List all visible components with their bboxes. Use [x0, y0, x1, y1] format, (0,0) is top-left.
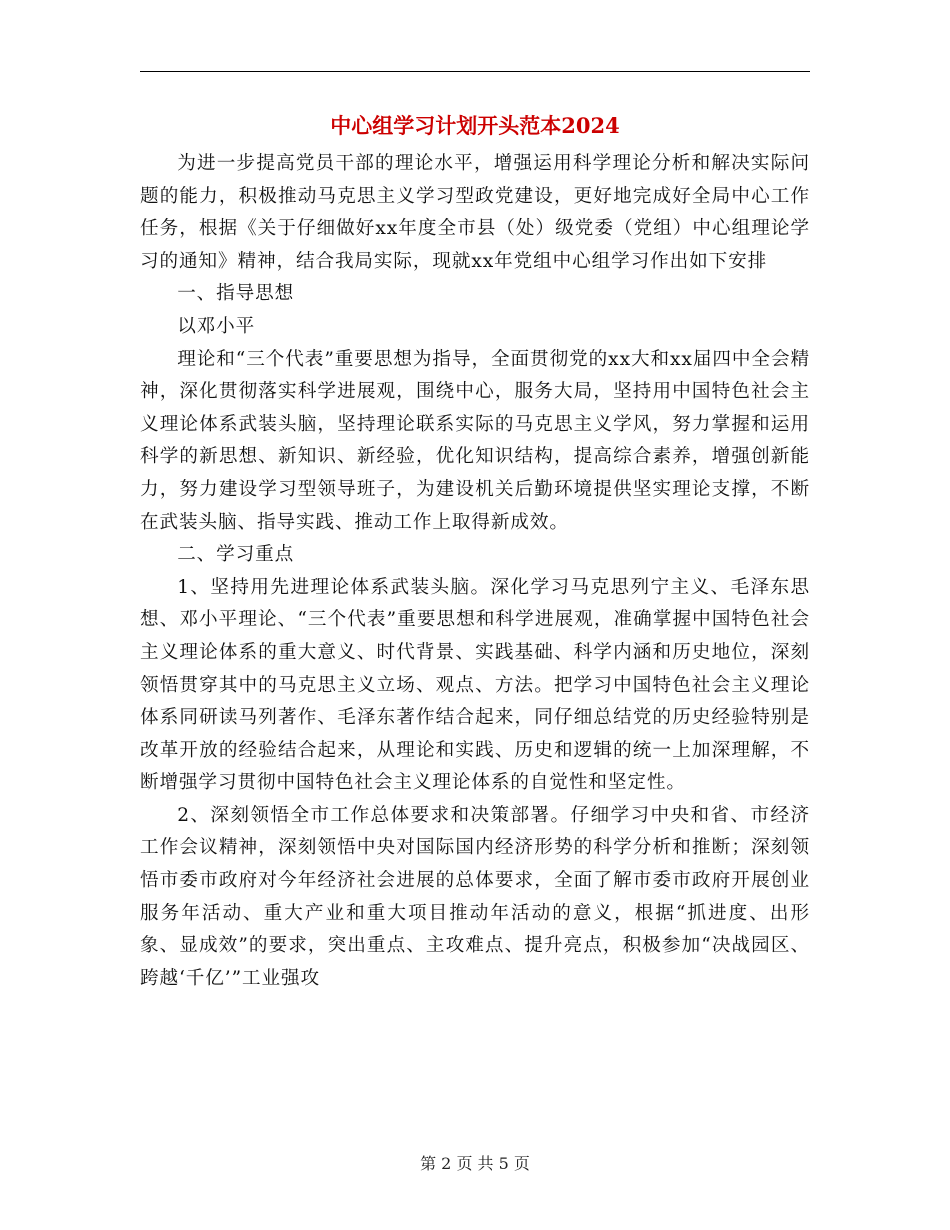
document-body	[140, 148, 810, 995]
study-focus-item-2: 2、深刻领悟全市工作总体要求和决策部署。仔细学习中央和省、市经济工作会议精神，深刻领悟中央对国际国内经济形势的科学分析和推断；深刻领悟市委市政府对今年经济社会进展的总体要求，全面了解市委市政府开展创业服务年活动、重大产业和重大项目推动年活动的意义，根据“抓进度、出形象、显成效”的要求，突出重点、主攻难点、提升亮点，积极参加“决战园区、跨越‘千亿’”工业强攻	[140, 804, 810, 989]
section-heading-study-focus: 二、学习重点	[177, 544, 295, 566]
guiding-thought-lead: 以邓小平	[177, 315, 256, 337]
section-heading-guiding-thought: 一、指导思想	[177, 283, 295, 305]
document-title: 中心组学习计划开头范本2024	[330, 113, 620, 138]
header-rule	[140, 71, 810, 72]
intro-paragraph: 为进一步提高党员干部的理论水平，增强运用科学理论分析和解决实际问题的能力，积极推动马克思主义学习型政党建设，更好地完成好全局中心工作任务，根据《关于仔细做好xx年度全市县（处）级党委（党组）中心组理论学习的通知》精神，结合我局实际，现就xx年党组中心组学习作出如下安排	[140, 153, 810, 272]
guiding-thought-paragraph: 理论和“三个代表”重要思想为指导，全面贯彻党的xx大和xx届四中全会精神，深化贯彻落实科学进展观，围绕中心，服务大局，坚持用中国特色社会主义理论体系武装头脑，坚持理论联系实际的马克思主义学风，努力掌握和运用科学的新思想、新知识、新经验，优化知识结构，提高综合素养，增强创新能力，努力建设学习型领导班子，为建设机关后勤环境提供坚实理论支撑，不断在武装头脑、指导实践、推动工作上取得新成效。	[140, 348, 810, 533]
page-number: 第 2 页 共 5 页	[420, 1154, 530, 1173]
study-focus-item-1: 1、坚持用先进理论体系武装头脑。深化学习马克思列宁主义、毛泽东思想、邓小平理论、“三个代表”重要思想和科学进展观，准确掌握中国特色社会主义理论体系的重大意义、时代背景、实践基础、科学内涵和历史地位，深刻领悟贯穿其中的马克思主义立场、观点、方法。把学习中国特色社会主义理论体系同研读马列著作、毛泽东著作结合起来，同仔细总结党的历史经验特别是改革开放的经验结合起来，从理论和实践、历史和逻辑的统一上加深理解，不断增强学习贯彻中国特色社会主义理论体系的自觉性和坚定性。	[140, 576, 810, 794]
